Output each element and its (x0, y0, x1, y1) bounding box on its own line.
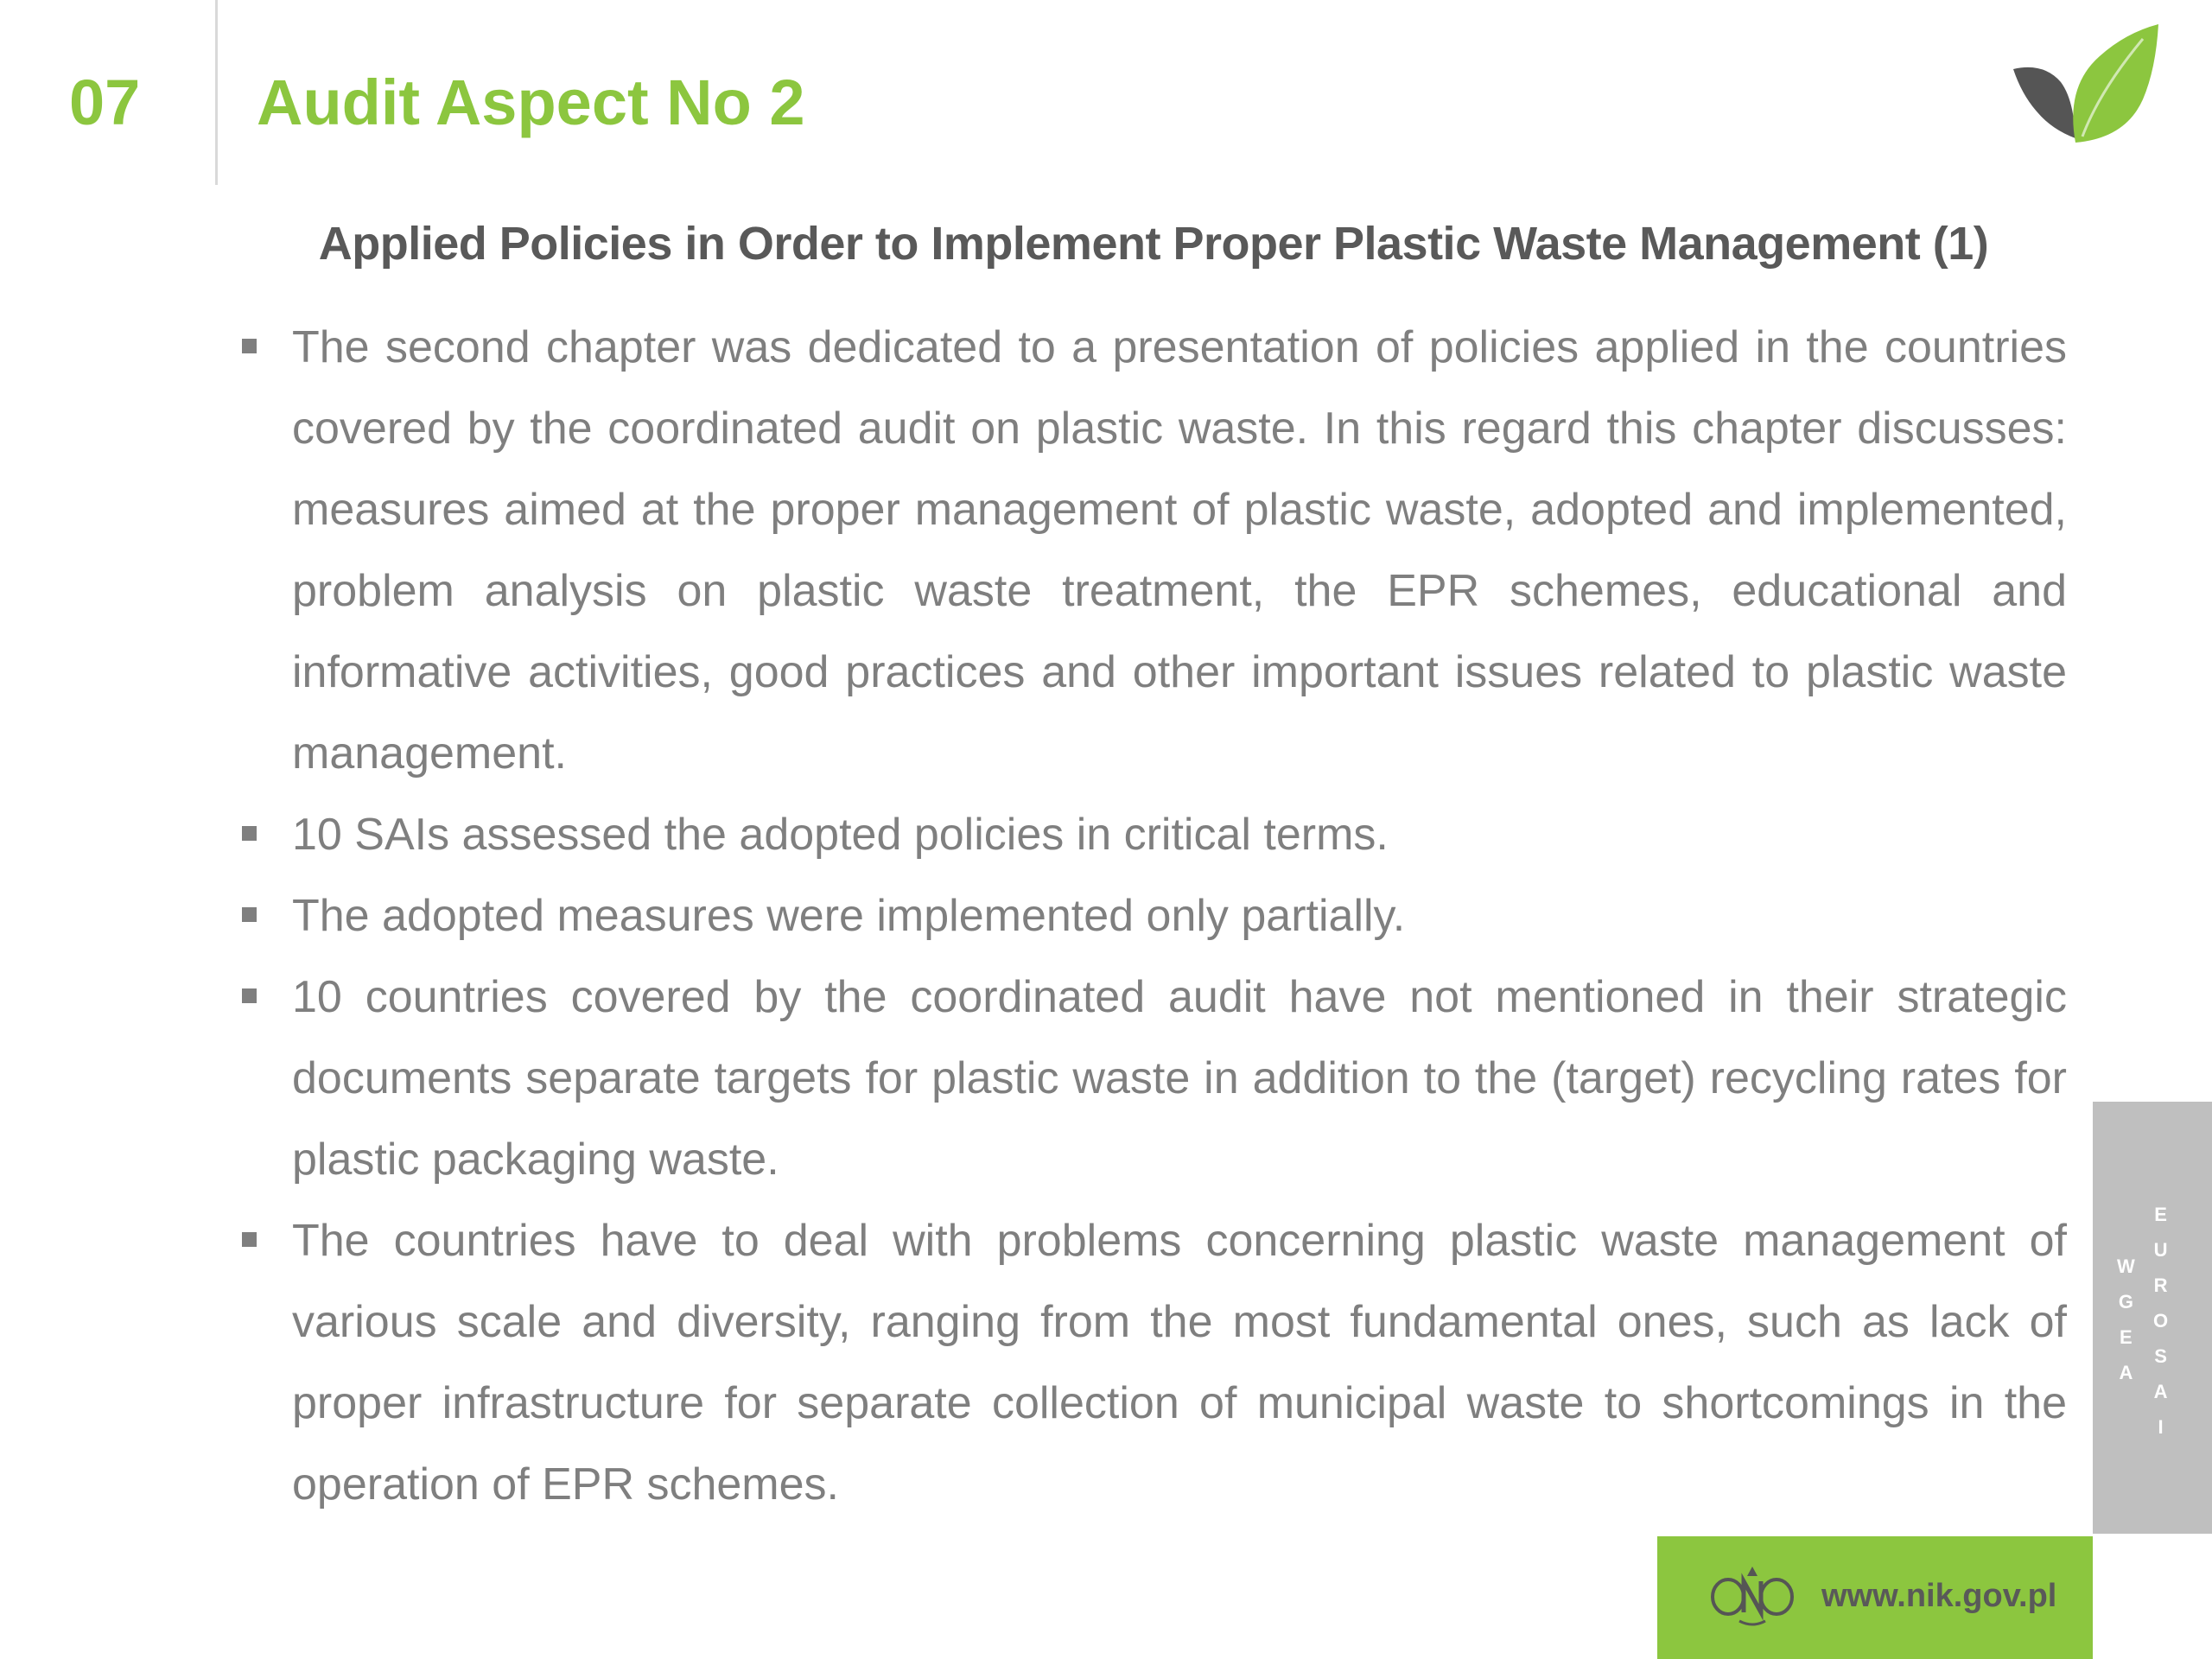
eurosai-letter: R (2153, 1274, 2168, 1296)
header-divider (215, 0, 218, 185)
bullet-text: 10 SAIs assessed the adopted policies in critical terms. (292, 810, 1389, 860)
bullet-item (242, 875, 2067, 957)
bullet-item (242, 1200, 2067, 1525)
wgea-letter: E (2120, 1326, 2133, 1348)
wgea-eurosai-panel (2093, 1102, 2212, 1534)
eurosai-letter: U (2153, 1239, 2168, 1261)
section-number: 07 (69, 67, 141, 138)
slide-subtitle: Applied Policies in Order to Implement Proper Plastic Waste Management (1) (318, 218, 1989, 270)
eurosai-letter: E (2154, 1204, 2167, 1225)
square-bullet-icon (242, 339, 257, 353)
square-bullet-icon (242, 988, 257, 1003)
square-bullet-icon (242, 826, 257, 841)
footer-box (1657, 1536, 2093, 1659)
bullet-item (242, 957, 2067, 1200)
eurosai-letter: I (2158, 1416, 2164, 1438)
bullet-text: The adopted measures were implemented only partially. (292, 891, 1406, 941)
eurosai-vertical-label (2153, 1197, 2168, 1445)
square-bullet-icon (242, 1232, 257, 1247)
slide-title: Audit Aspect No 2 (257, 67, 805, 138)
eurosai-letter: A (2153, 1381, 2168, 1402)
bullet-item (242, 794, 2067, 875)
eurosai-letter: O (2153, 1310, 2169, 1332)
square-bullet-icon (242, 907, 257, 922)
nik-emblem-icon (1709, 1562, 1796, 1627)
leaf-logo-icon (2005, 17, 2169, 156)
bullet-text: The second chapter was dedicated to a presentation of policies applied in the countries covered by the coordinated audit on plastic waste. In this regard this chapter discusses: measures aimed at the proper management of plastic waste, adopted and implemented, problem analysis on plastic waste treatment, the EPR schemes, educational and informative activities, good practices and other important issues related to plastic waste management. (292, 322, 2067, 779)
eurosai-letter: S (2154, 1345, 2167, 1367)
wgea-vertical-label (2117, 1249, 2135, 1390)
bullet-list (242, 307, 2067, 1525)
footer-url-link[interactable]: www.nik.gov.pl (1821, 1578, 2057, 1614)
bullet-text: 10 countries covered by the coordinated audit have not mentioned in their strategic documents separate targets for plastic waste in addition to the (target) recycling rates for plastic packaging waste. (292, 972, 2067, 1185)
bullet-item (242, 307, 2067, 794)
wgea-letter: W (2117, 1255, 2135, 1277)
wgea-letter: G (2118, 1291, 2133, 1313)
wgea-letter: A (2119, 1362, 2133, 1383)
bullet-text: The countries have to deal with problems concerning plastic waste management of various scale and diversity, ranging from the most fundamental ones, such as lack of proper infrastructure for separate collection of municipal waste to shortcomings in the operation of EPR schemes. (292, 1216, 2067, 1510)
